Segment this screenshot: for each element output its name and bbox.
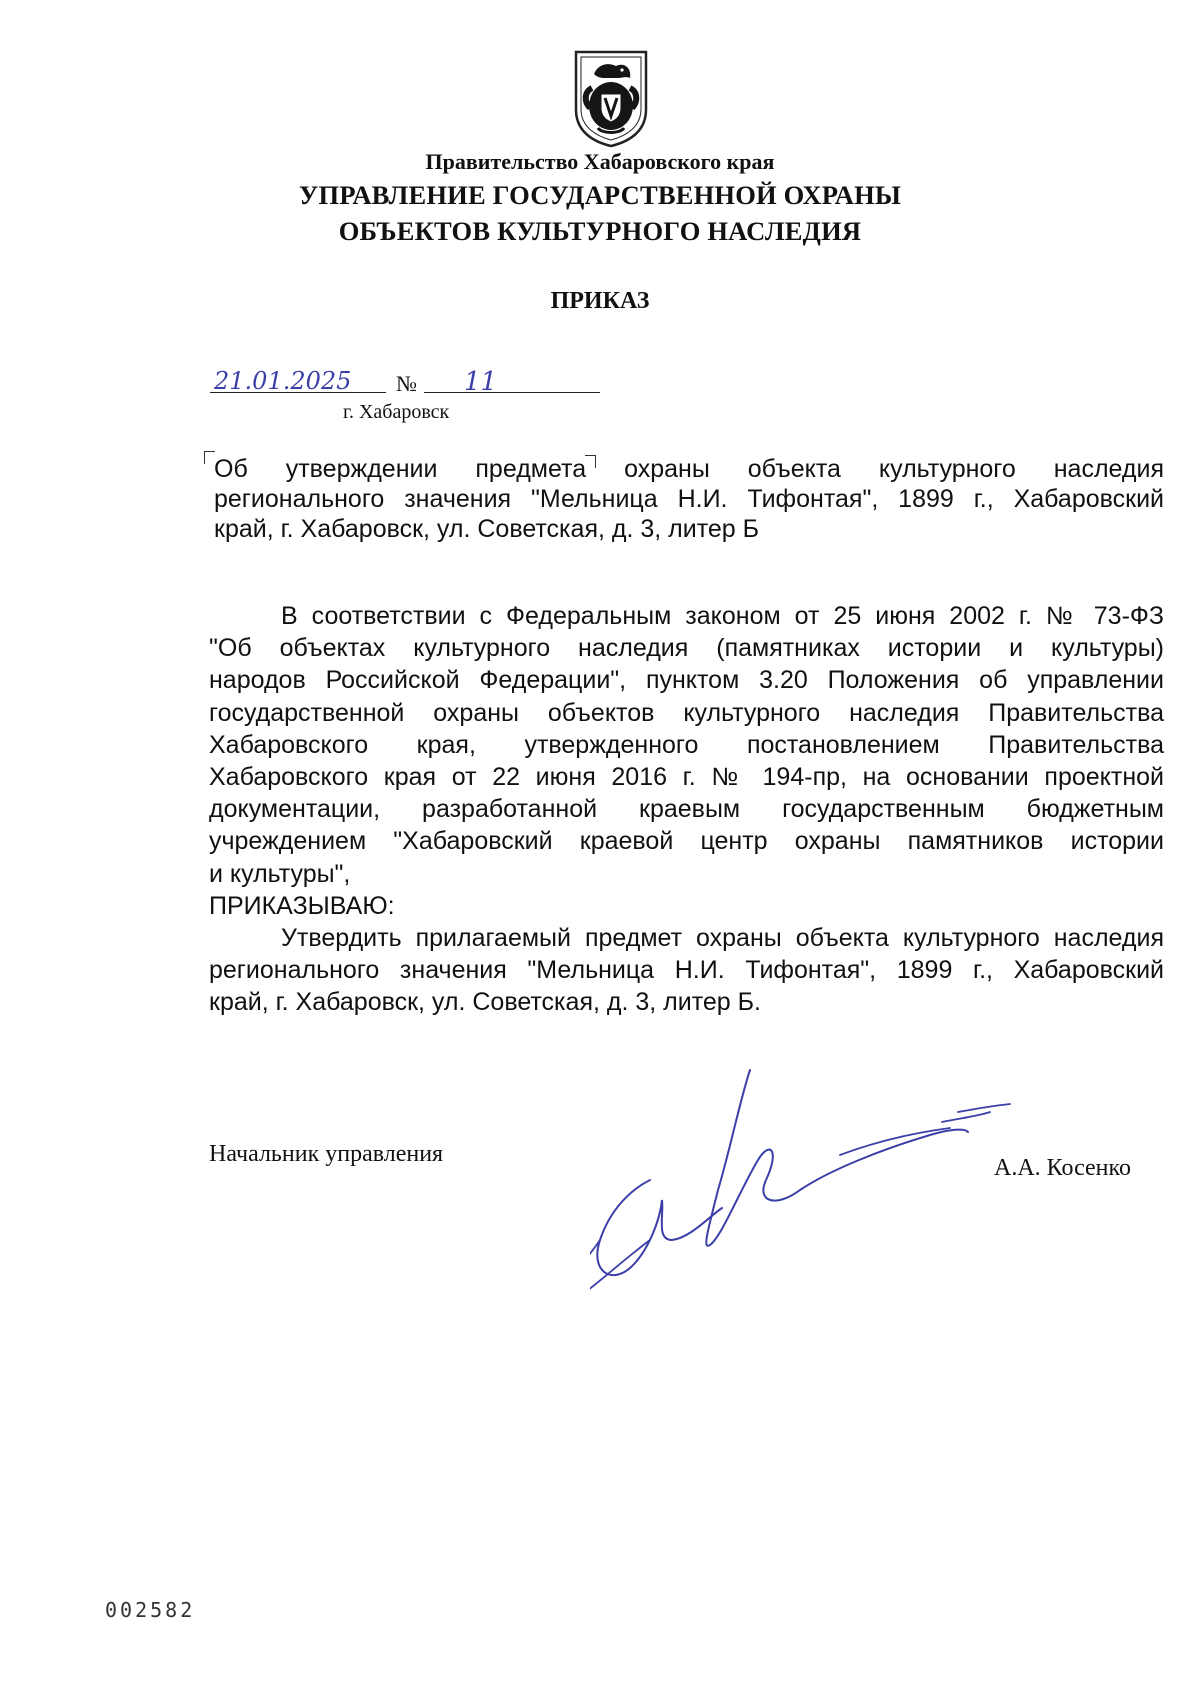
- handwritten-date-text: 21.01.2025: [214, 367, 352, 395]
- order-body: [209, 600, 1164, 1019]
- preamble-line: и культуры",: [209, 859, 351, 888]
- preamble-line: документации, разработанной краевым государственным бюджетным: [209, 795, 1164, 824]
- number-underline: [424, 392, 600, 393]
- preamble-line: народов Российской Федерации", пунктом 3.20 Положения об управлении: [209, 666, 1164, 695]
- subject-line: регионального значения "Мельница Н.И. Тифонтая", 1899 г., Хабаровский: [214, 485, 1164, 513]
- date-underline: [210, 392, 386, 393]
- government-name: Правительство Хабаровского края: [425, 149, 775, 174]
- preamble-line: В соответствии с Федеральным законом от 25 июня 2002 г. № 73-ФЗ: [281, 602, 1164, 630]
- order-subject: [214, 454, 1164, 544]
- decision-line: край, г. Хабаровск, ул. Советская, д. 3, литер Б.: [209, 988, 761, 1017]
- document-serial-number: 002582: [105, 1598, 196, 1622]
- department-name-line-1: УПРАВЛЕНИЕ ГОСУДАРСТВЕННОЙ ОХРАНЫ: [298, 180, 902, 210]
- signatory-name: А.А. Косенко: [994, 1155, 1131, 1181]
- subject-line: край, г. Хабаровск, ул. Советская, д. 3, литер Б: [214, 515, 760, 543]
- subject-line: Об утверждении предмета охраны объекта культурного наследия: [214, 455, 1164, 483]
- handwritten-number-text: 11: [464, 367, 498, 396]
- decision-line: Утвердить прилагаемый предмет охраны объекта культурного наследия: [281, 924, 1164, 953]
- department-name-line-2: ОБЪЕКТОВ КУЛЬТУРНОГО НАСЛЕДИЯ: [338, 216, 862, 246]
- decision-line: регионального значения "Мельница Н.И. Тифонтая", 1899 г., Хабаровский: [209, 956, 1164, 985]
- orders-word: ПРИКАЗЫВАЮ:: [209, 891, 395, 920]
- city: г. Хабаровск: [343, 401, 450, 423]
- document-title: ПРИКАЗ: [550, 288, 650, 314]
- preamble-line: Хабаровского края, утвержденного постановлением Правительства: [209, 730, 1164, 759]
- preamble-line: Хабаровского края от 22 июня 2016 г. № 194-пр, на основании проектной: [209, 763, 1164, 792]
- preamble-line: "Об объектах культурного наследия (памятниках истории и культуры): [209, 634, 1164, 663]
- signatory-position: Начальник управления: [209, 1141, 444, 1167]
- number-sign: №: [396, 371, 417, 396]
- preamble-line: учреждением "Хабаровский краевой центр охраны памятников истории: [209, 827, 1164, 856]
- preamble-line: государственной охраны объектов культурного наследия Правительства: [209, 698, 1164, 727]
- coat-of-arms-icon: [572, 48, 650, 148]
